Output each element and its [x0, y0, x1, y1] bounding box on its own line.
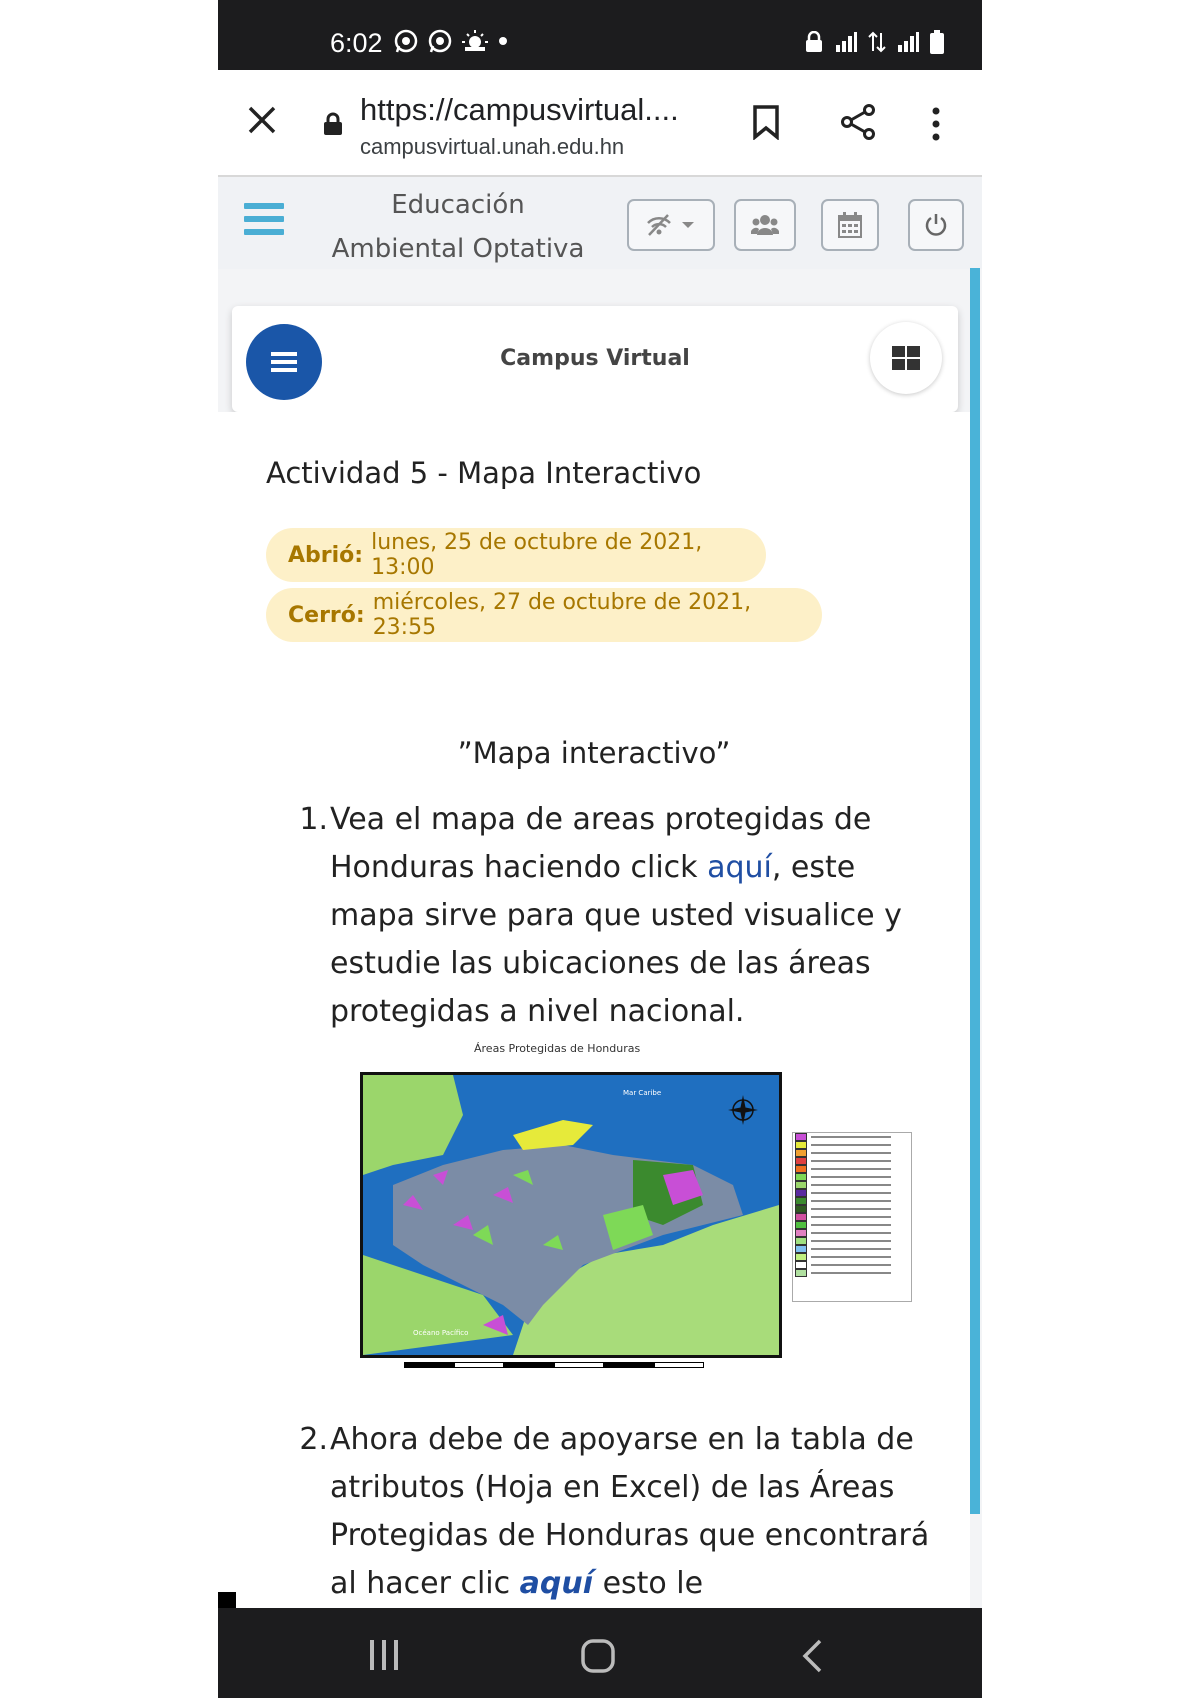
course-title[interactable]: Educación Ambiental Optativa: [331, 190, 585, 264]
recent-apps-icon[interactable]: [368, 1638, 400, 1672]
map-frame: [360, 1072, 782, 1358]
weather-icon: [461, 29, 489, 53]
system-nav-bar: [218, 1608, 982, 1698]
lock-icon: [322, 112, 344, 136]
map-link[interactable]: aquí: [707, 850, 772, 885]
list-item: 2. Ahora debe de apoyarse en la tabla de atributos (Hoja en Excel) de las Áreas Protegidas de Honduras que encontrará al hacer clic aquí esto le: [299, 1422, 930, 1601]
calendar-button[interactable]: [821, 199, 879, 251]
accessibility-dropdown-button[interactable]: [627, 199, 715, 251]
whatsapp-icon: [427, 28, 453, 54]
hamburger-menu-icon[interactable]: [244, 203, 284, 239]
logout-button[interactable]: [908, 199, 964, 251]
campus-card: [232, 306, 958, 412]
bookmark-icon[interactable]: [752, 104, 780, 140]
protected-areas-map-image: [354, 1040, 922, 1380]
overlay-marker: [218, 1592, 236, 1608]
domain-text: campusvirtual.unah.edu.hn: [360, 134, 625, 159]
battery-icon: [930, 30, 944, 54]
grid-icon: [892, 346, 920, 370]
campus-title: Campus Virtual: [500, 346, 690, 371]
status-bar: [218, 0, 982, 70]
browser-toolbar: [218, 70, 982, 177]
section-heading: ”Mapa interactivo”: [457, 736, 731, 770]
honduras-map-graphic: [363, 1075, 779, 1355]
signal-icon: [834, 31, 858, 53]
data-icon: [868, 31, 886, 53]
close-icon[interactable]: [246, 104, 278, 136]
excel-link[interactable]: aquí: [519, 1566, 594, 1601]
wifi-off-icon: [646, 213, 672, 237]
back-icon[interactable]: [800, 1638, 824, 1674]
opened-date-badge: Abrió: lunes, 25 de octubre de 2021, 13:00: [266, 528, 766, 582]
activity-content: [218, 412, 970, 1608]
status-time: 6:02: [330, 28, 383, 58]
map-scale-bar: [404, 1362, 704, 1368]
participants-button[interactable]: [734, 199, 796, 251]
course-header: [218, 177, 982, 269]
closed-date-badge: Cerró: miércoles, 27 de octubre de 2021, 23:55: [266, 588, 822, 642]
map-title: Áreas Protegidas de Honduras: [474, 1042, 641, 1055]
phone-screen: [218, 0, 982, 1698]
dot-icon: [497, 35, 509, 47]
sea-label: Mar Caribe: [623, 1089, 662, 1097]
lock-icon: [804, 31, 824, 53]
activity-title: Actividad 5 - Mapa Interactivo: [266, 456, 702, 490]
power-icon: [923, 212, 949, 238]
signal-icon: [896, 31, 920, 53]
calendar-icon: [838, 212, 862, 238]
scrollbar[interactable]: [970, 268, 980, 1514]
chevron-down-icon: [680, 219, 696, 231]
share-icon[interactable]: [840, 104, 876, 140]
map-legend: [792, 1132, 912, 1302]
users-icon: [751, 214, 779, 236]
list-item: 1. Vea el mapa de areas protegidas de Honduras haciendo click aquí, este mapa sirve para que usted visualice y estudie las ubicaciones de las áreas protegidas a nivel nacional.: [299, 802, 902, 1029]
whatsapp-icon: [393, 28, 419, 54]
pacific-label: Océano Pacífico: [413, 1329, 469, 1337]
apps-grid-button[interactable]: [870, 322, 942, 394]
more-options-icon[interactable]: [930, 106, 942, 142]
home-icon[interactable]: [580, 1638, 616, 1674]
url-text[interactable]: https://campusvirtual....: [360, 92, 679, 127]
